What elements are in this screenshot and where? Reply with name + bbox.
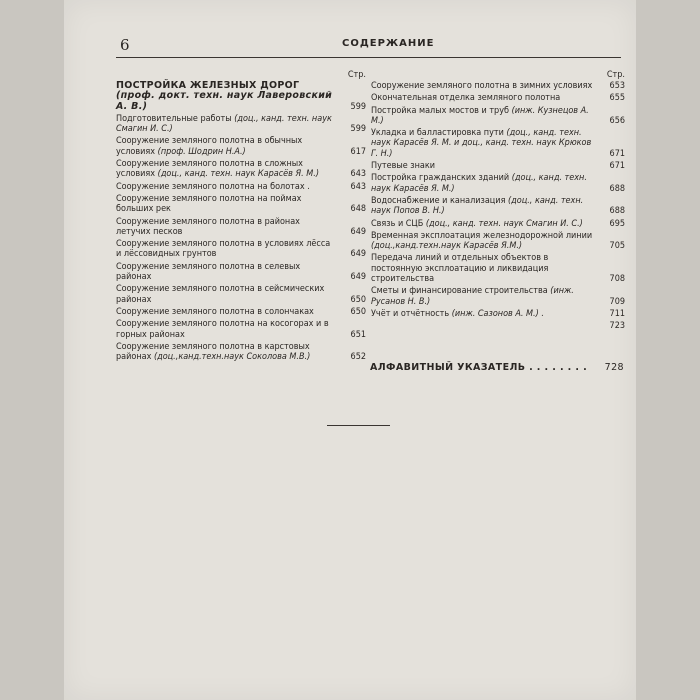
toc-entry [371, 286, 625, 307]
toc-entry [116, 194, 366, 215]
page-number: 6 [120, 36, 130, 54]
toc-entry-title: Постройка малых мостов и труб [371, 105, 509, 116]
toc-entry-title: Временная эксплоатация железнодорожной линии [371, 230, 593, 241]
toc-entry-title: Сооружение земляного полотна в обычных условиях [116, 136, 303, 157]
header-rule [116, 57, 621, 58]
end-rule [327, 425, 390, 426]
toc-entry-page: 650 [350, 306, 366, 317]
toc-entry-page: 617 [350, 146, 366, 157]
toc-entry-page: 653 [609, 81, 625, 91]
toc-entry-extra-page [371, 321, 625, 331]
running-title: СОДЕРЖАНИЕ [342, 38, 435, 49]
toc-entry-page: 649 [350, 272, 366, 283]
toc-entry [116, 81, 366, 112]
toc-entry-page: 643 [350, 169, 366, 180]
toc-entry-author: (проф. докт. техн. наук Лаверовский А. В.) [116, 90, 333, 112]
toc-entry-page: 643 [350, 181, 366, 192]
toc-entry [116, 136, 366, 157]
toc-entry-page: 651 [350, 329, 366, 340]
toc-entry [116, 319, 366, 340]
toc-entry [371, 128, 625, 159]
toc-entry-author: (доц., канд. техн. наук Карасёв Я. М.) [157, 169, 319, 180]
toc-entry-title: АЛФАВИТНЫЙ УКАЗАТЕЛЬ . . . . . . . . [370, 362, 588, 373]
toc-entry [116, 114, 366, 135]
toc-entry [116, 217, 366, 238]
toc-entry [371, 81, 625, 91]
column-heading: Стр. [606, 70, 625, 80]
toc-entry-author: (доц.,канд.техн.наук Карасёв Я.М.) [371, 241, 523, 252]
toc-entry-title: Сооружение земляного полотна в селевых районах [116, 261, 301, 283]
toc-entry-page: 656 [609, 115, 625, 126]
toc-entry-title: Сооружение земляного полотна на косогорах и в горных районах [116, 319, 329, 340]
toc-entry-page: 688 [609, 183, 625, 194]
toc-entry-title: Сооружение земляного полотна на болотах . [116, 181, 310, 192]
toc-entry [371, 253, 625, 284]
toc-entry-author: (доц., канд. техн. наук Карасёв Я. М.) [371, 173, 587, 194]
toc-entry-page: 655 [609, 93, 625, 104]
toc-entry [116, 307, 366, 317]
toc-entry-title: Сооружение земляного полотна в карстовых районах [116, 341, 310, 363]
toc-entry-page: 708 [609, 274, 625, 285]
toc-entry-author: (доц., канд. техн. наук Карасёв Я. М. и доц., канд. техн. наук Крюков Г. Н.) [371, 128, 592, 159]
toc-entry-page: 650 [350, 294, 366, 305]
toc-entry-title: Сооружение земляного полотна в солончаках [116, 306, 314, 317]
toc-list-right [371, 81, 625, 319]
toc-entry-author: (доц., канд. техн. наук Смагин И. С.) [116, 113, 332, 135]
toc-entry [371, 106, 625, 127]
toc-entry [371, 309, 625, 319]
toc-entry [371, 231, 625, 252]
toc-entry-page: 705 [609, 241, 625, 252]
toc-column-left [116, 70, 366, 364]
toc-entry-title: Водоснабжение и канализация [371, 195, 506, 206]
toc-entry [116, 159, 366, 180]
toc-entry-title: Учёт и отчётность [371, 308, 450, 319]
toc-entry-page: 652 [350, 352, 366, 363]
toc-entry [371, 196, 625, 217]
toc-entry-title: Сооружение земляного полотна в сейсмических районах [116, 284, 325, 305]
toc-entry [371, 173, 625, 194]
page-header [120, 36, 620, 56]
toc-entry-author: (доц., канд. техн. наук Смагин И. С.) [425, 218, 583, 229]
toc-entry-page: 709 [609, 296, 625, 307]
toc-entry-title: Сооружение земляного полотна в зимних условиях [371, 81, 593, 91]
toc-entry-page: 648 [350, 204, 366, 215]
toc-entry-title: Связь и СЦБ [371, 218, 424, 229]
column-heading: Стр. [347, 70, 366, 80]
toc-entry-page: 649 [350, 226, 366, 237]
toc-column-right [371, 70, 625, 334]
toc-list-left [116, 81, 366, 362]
toc-entry-author: (проф. Шодрин Н.А.) [157, 146, 246, 157]
toc-entry-title: Сооружение земляного полотна на поймах больших рек [116, 193, 302, 215]
toc-entry-page: 695 [609, 218, 625, 229]
toc-entry-page: 599 [350, 101, 366, 112]
toc-entry-index [370, 362, 624, 373]
toc-entry-title: Окончательная отделка земляного полотна [371, 93, 561, 104]
toc-entry-page: 671 [609, 161, 625, 172]
toc-entry-title: Подготовительные работы [116, 113, 232, 124]
toc-entry-title: Сооружение земляного полотна в сложных условиях [116, 159, 303, 180]
toc-entry-author: (доц.,канд.техн.наук Соколова М.В.) [153, 352, 311, 363]
toc-entry-page: 599 [350, 124, 366, 135]
toc-entry-page: 671 [609, 148, 625, 159]
toc-entry [371, 161, 625, 171]
toc-entry-title: Передача линий и отдельных объектов в постоянную эксплоатацию и ликвидация строительства [371, 253, 549, 285]
toc-entry [371, 93, 625, 103]
toc-entry-title: Путевые знаки [371, 161, 436, 172]
toc-entry-page: 711 [609, 308, 625, 319]
toc-entry-page: 649 [350, 249, 366, 260]
toc-entry-author: (инж. Кузнецов А. М.) [371, 105, 589, 126]
toc-entry [116, 342, 366, 363]
toc-entry [116, 262, 366, 283]
toc-entry-author: (инж. Сазонов А. М.) . [451, 308, 544, 319]
toc-entry-title: Укладка и балластировка пути [371, 128, 504, 139]
toc-entry-author: (доц., канд. техн. наук Попов В. Н.) [371, 195, 584, 217]
toc-entry-page: 728 [604, 362, 624, 373]
toc-entry-title: Сооружение земляного полотна в условиях лёсса и лёссовидных грунтов [116, 239, 331, 260]
toc-entry [371, 219, 625, 229]
toc-entry-page: 688 [609, 206, 625, 217]
toc-entry [116, 182, 366, 192]
toc-entry-title: Постройка гражданских зданий [371, 173, 510, 184]
toc-entry [116, 239, 366, 260]
toc-entry-title: Сметы и финансирование строительства [371, 286, 548, 297]
toc-entry-author: (инж. Русанов Н. В.) [371, 286, 574, 307]
toc-entry [116, 284, 366, 305]
toc-entry-page: 723 [609, 321, 625, 332]
toc-entry-title: ПОСТРОЙКА ЖЕЛЕЗНЫХ ДОРОГ [116, 80, 300, 91]
toc-entry-title: Сооружение земляного полотна в районах летучих песков [116, 216, 300, 237]
